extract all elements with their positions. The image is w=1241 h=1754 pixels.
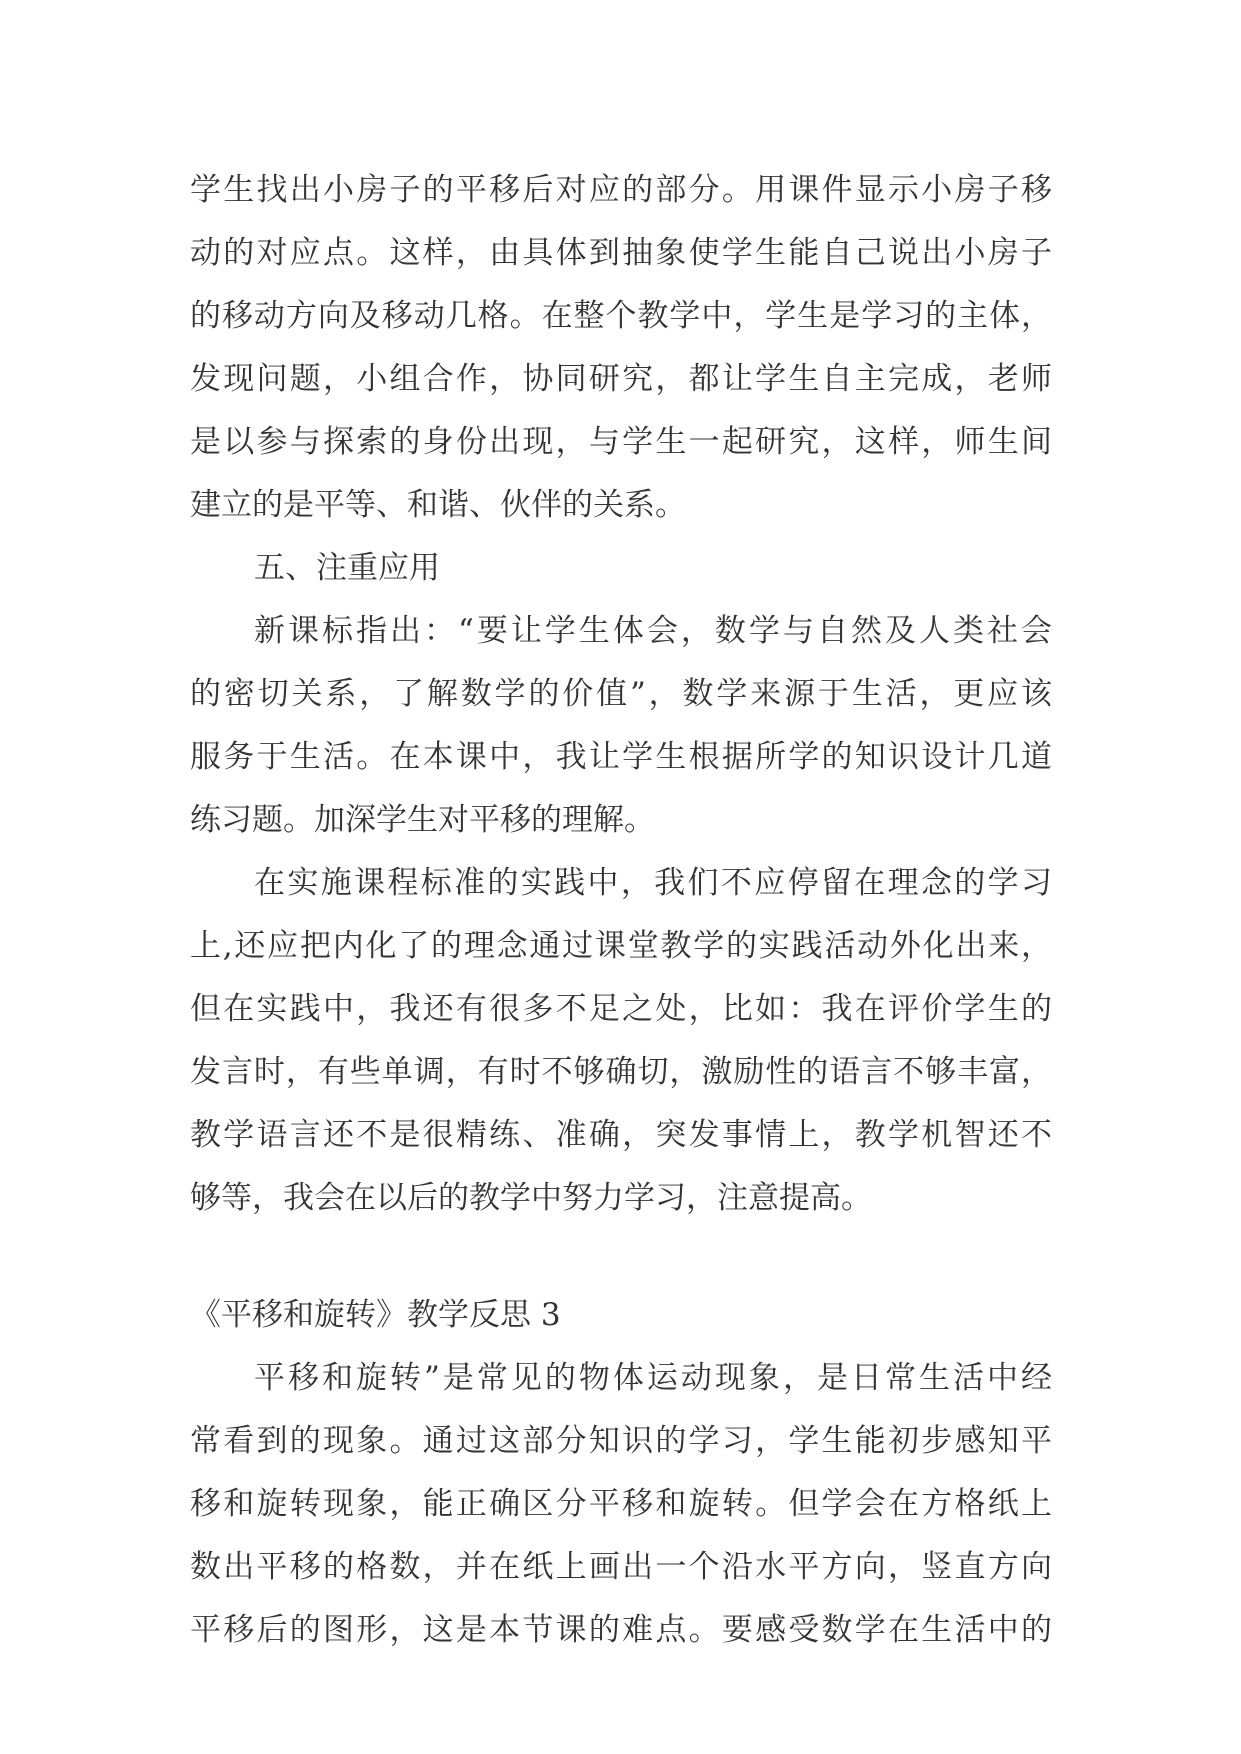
text-line: 发言时，有些单调，有时不够确切，激励性的语言不够丰富， xyxy=(190,1054,1052,1090)
text-line: 发现问题，小组合作，协同研究，都让学生自主完成，老师 xyxy=(190,361,1052,397)
text-line: 学生找出小房子的平移后对应的部分。用课件显示小房子移 xyxy=(190,172,1052,208)
text-line: 移和旋转现象，能正确区分平移和旋转。但学会在方格纸上 xyxy=(190,1486,1052,1522)
text-line: 的密切关系，了解数学的价值”，数学来源于生活，更应该 xyxy=(190,676,1052,712)
text-line: 是以参与探索的身份出现，与学生一起研究，这样，师生间 xyxy=(190,424,1052,460)
text-line: 在实施课程标准的实践中，我们不应停留在理念的学习 xyxy=(254,865,1052,901)
text-line: 平移和旋转”是常见的物体运动现象，是日常生活中经 xyxy=(254,1360,1052,1396)
text-line: 练习题。加深学生对平移的理解。 xyxy=(190,802,655,838)
text-line: 动的对应点。这样，由具体到抽象使学生能自己说出小房子 xyxy=(190,235,1052,271)
text-line: 常看到的现象。通过这部分知识的学习，学生能初步感知平 xyxy=(190,1423,1052,1459)
text-line: 够等，我会在以后的教学中努力学习，注意提高。 xyxy=(190,1180,872,1216)
text-line: 教学语言还不是很精练、准确，突发事情上，教学机智还不 xyxy=(190,1117,1052,1153)
text-line: 的移动方向及移动几格。在整个教学中，学生是学习的主体， xyxy=(190,298,1052,334)
text-line: 但在实践中，我还有很多不足之处，比如：我在评价学生的 xyxy=(190,991,1052,1027)
section-heading: 五、注重应用 xyxy=(254,550,440,586)
text-line: 新课标指出：“要让学生体会，数学与自然及人类社会 xyxy=(254,613,1052,649)
text-line: 上,还应把内化了的理念通过课堂教学的实践活动外化出来， xyxy=(190,928,1052,964)
text-line: 平移后的图形，这是本节课的难点。要感受数学在生活中的 xyxy=(190,1612,1052,1648)
text-line: 服务于生活。在本课中，我让学生根据所学的知识设计几道 xyxy=(190,739,1052,775)
text-line: 建立的是平等、和谐、伙伴的关系。 xyxy=(190,487,686,523)
article-title: 《平移和旋转》教学反思 3 xyxy=(190,1297,561,1333)
text-line: 数出平移的格数，并在纸上画出一个沿水平方向，竖直方向 xyxy=(190,1549,1052,1585)
